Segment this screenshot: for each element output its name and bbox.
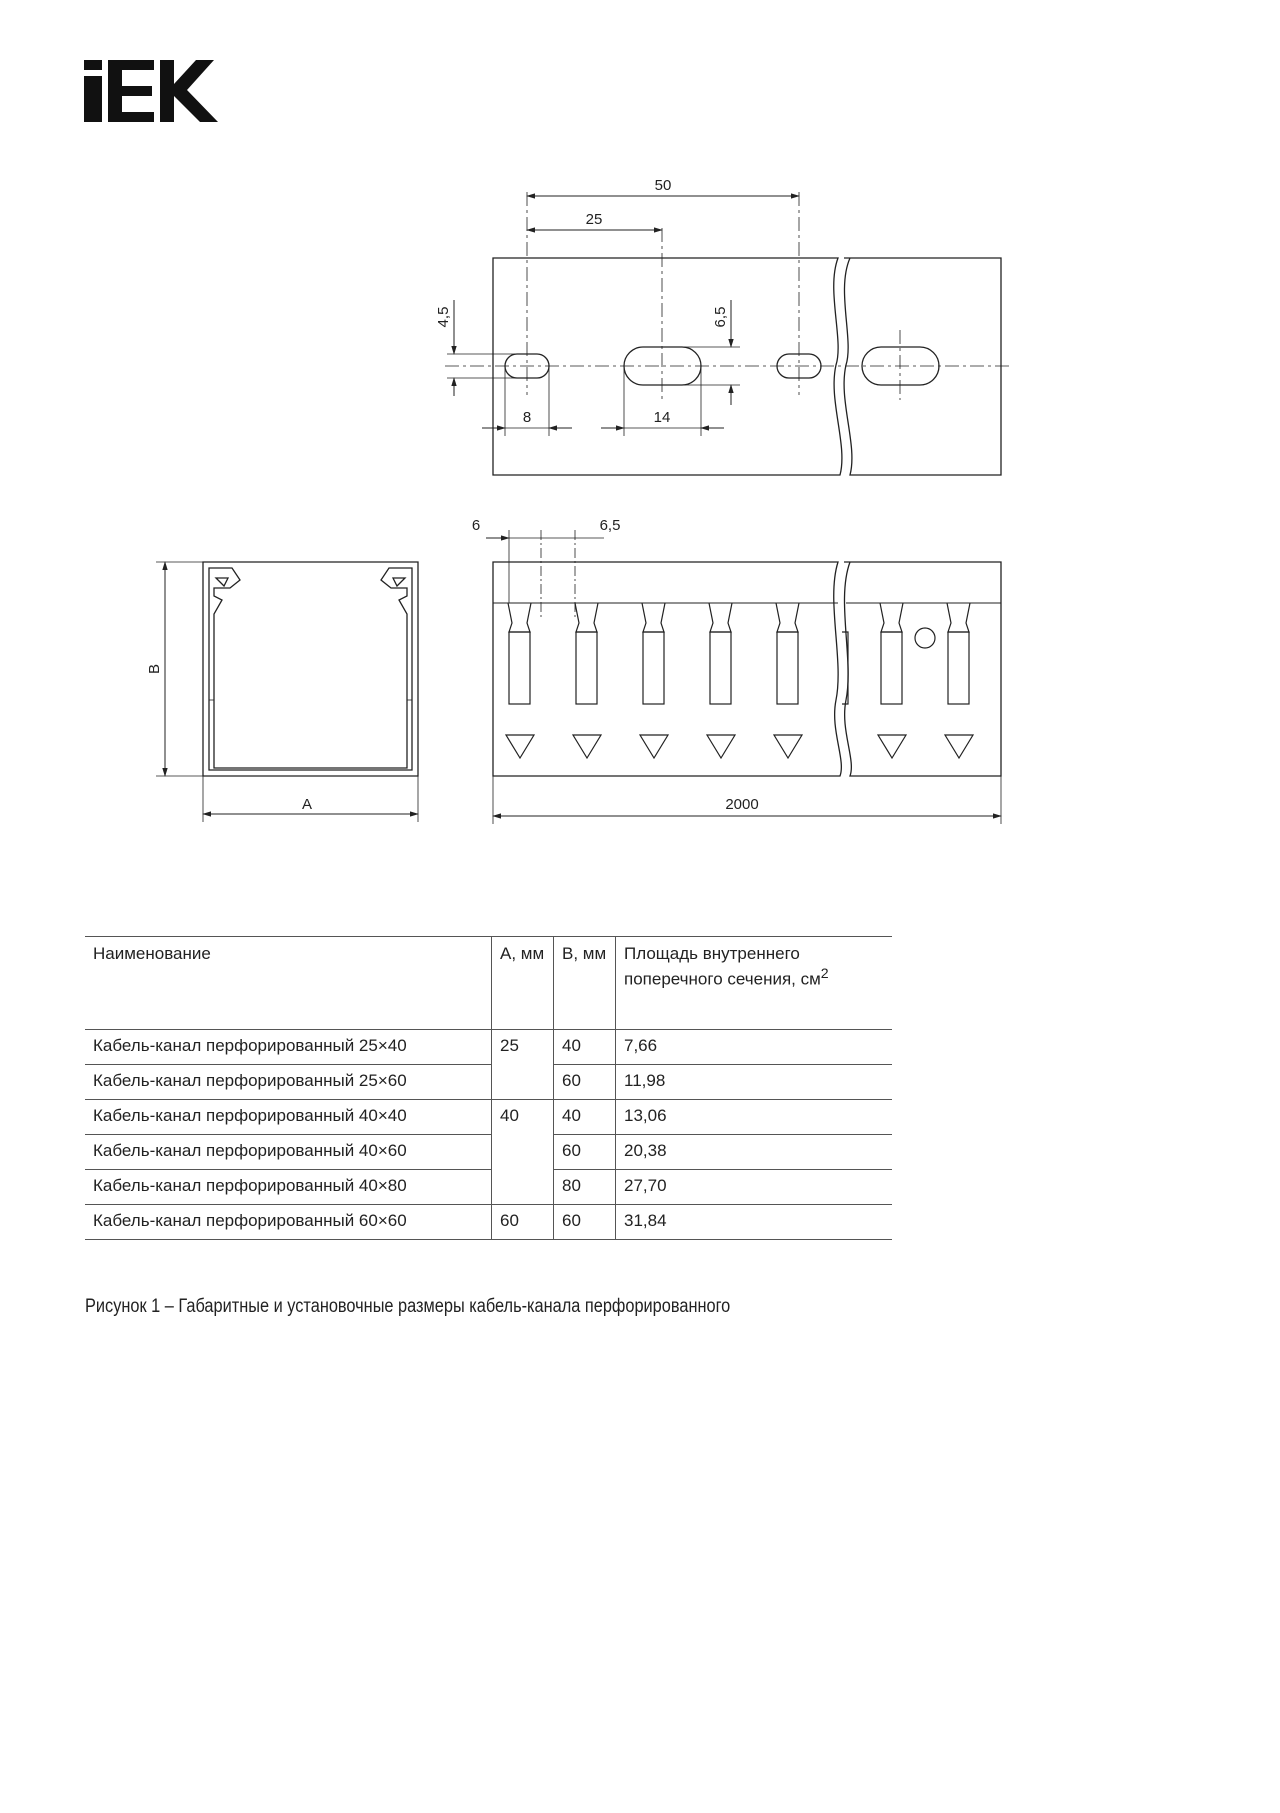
header-name: Наименование [85,937,492,1030]
table-row [85,1065,892,1100]
label-width-a: A [301,796,313,813]
figure-caption: Рисунок 1 – Габаритные и установочные размеры кабель-канала перфорированного [85,1296,731,1317]
table-header-row [85,937,892,1030]
header-a: A, мм [492,937,554,1030]
dim-length-2000: 2000 [725,796,759,813]
cell-area: 7,66 [616,1030,893,1065]
dim-slot-height-4-5: 4,5 [435,306,452,328]
top-view-right-panel [844,258,1001,475]
dim-gap-width-6-5: 6,5 [599,517,621,534]
cell-b: 40 [554,1030,616,1065]
cell-a: 25 [492,1030,554,1100]
header-area-text: Площадь внутреннего поперечного сечения, см [624,944,821,989]
table-row [85,1170,892,1205]
dim-slot-length-14: 14 [653,409,671,426]
cell-b: 40 [554,1100,616,1135]
specification-table [85,936,892,1240]
cell-area: 11,98 [616,1065,893,1100]
label-height-b: B [146,663,163,675]
dim-pitch-50: 50 [654,177,672,194]
table-row [85,1100,892,1135]
cell-b: 60 [554,1135,616,1170]
cell-name: Кабель-канал перфорированный 40×80 [85,1170,492,1205]
dim-slot-height-6-5: 6,5 [712,306,729,328]
cell-name: Кабель-канал перфорированный 25×40 [85,1030,492,1065]
cell-b: 60 [554,1205,616,1240]
side-view [486,530,1001,824]
top-view-left-panel [493,258,842,475]
cell-area: 31,84 [616,1205,893,1240]
cell-a: 60 [492,1205,554,1240]
cell-area: 13,06 [616,1100,893,1135]
cell-name: Кабель-канал перфорированный 40×40 [85,1100,492,1135]
cell-area: 27,70 [616,1170,893,1205]
header-b: B, мм [554,937,616,1030]
table-row [85,1030,892,1065]
table-row [85,1135,892,1170]
cell-name: Кабель-канал перфорированный 60×60 [85,1205,492,1240]
cell-b: 60 [554,1065,616,1100]
cell-name: Кабель-канал перфорированный 40×60 [85,1135,492,1170]
header-area-sup: 2 [820,966,829,982]
cell-name: Кабель-канал перфорированный 25×60 [85,1065,492,1100]
dim-tooth-width-6: 6 [471,517,481,534]
side-view-teeth [506,603,973,758]
cross-section [156,562,418,822]
top-view [445,192,1012,475]
dim-slot-length-8: 8 [522,409,532,426]
technical-drawing [0,0,1280,860]
dim-pitch-25: 25 [585,211,603,228]
header-area [616,937,893,1030]
cell-area: 20,38 [616,1135,893,1170]
cell-a: 40 [492,1100,554,1205]
table-row [85,1205,892,1240]
cell-b: 80 [554,1170,616,1205]
